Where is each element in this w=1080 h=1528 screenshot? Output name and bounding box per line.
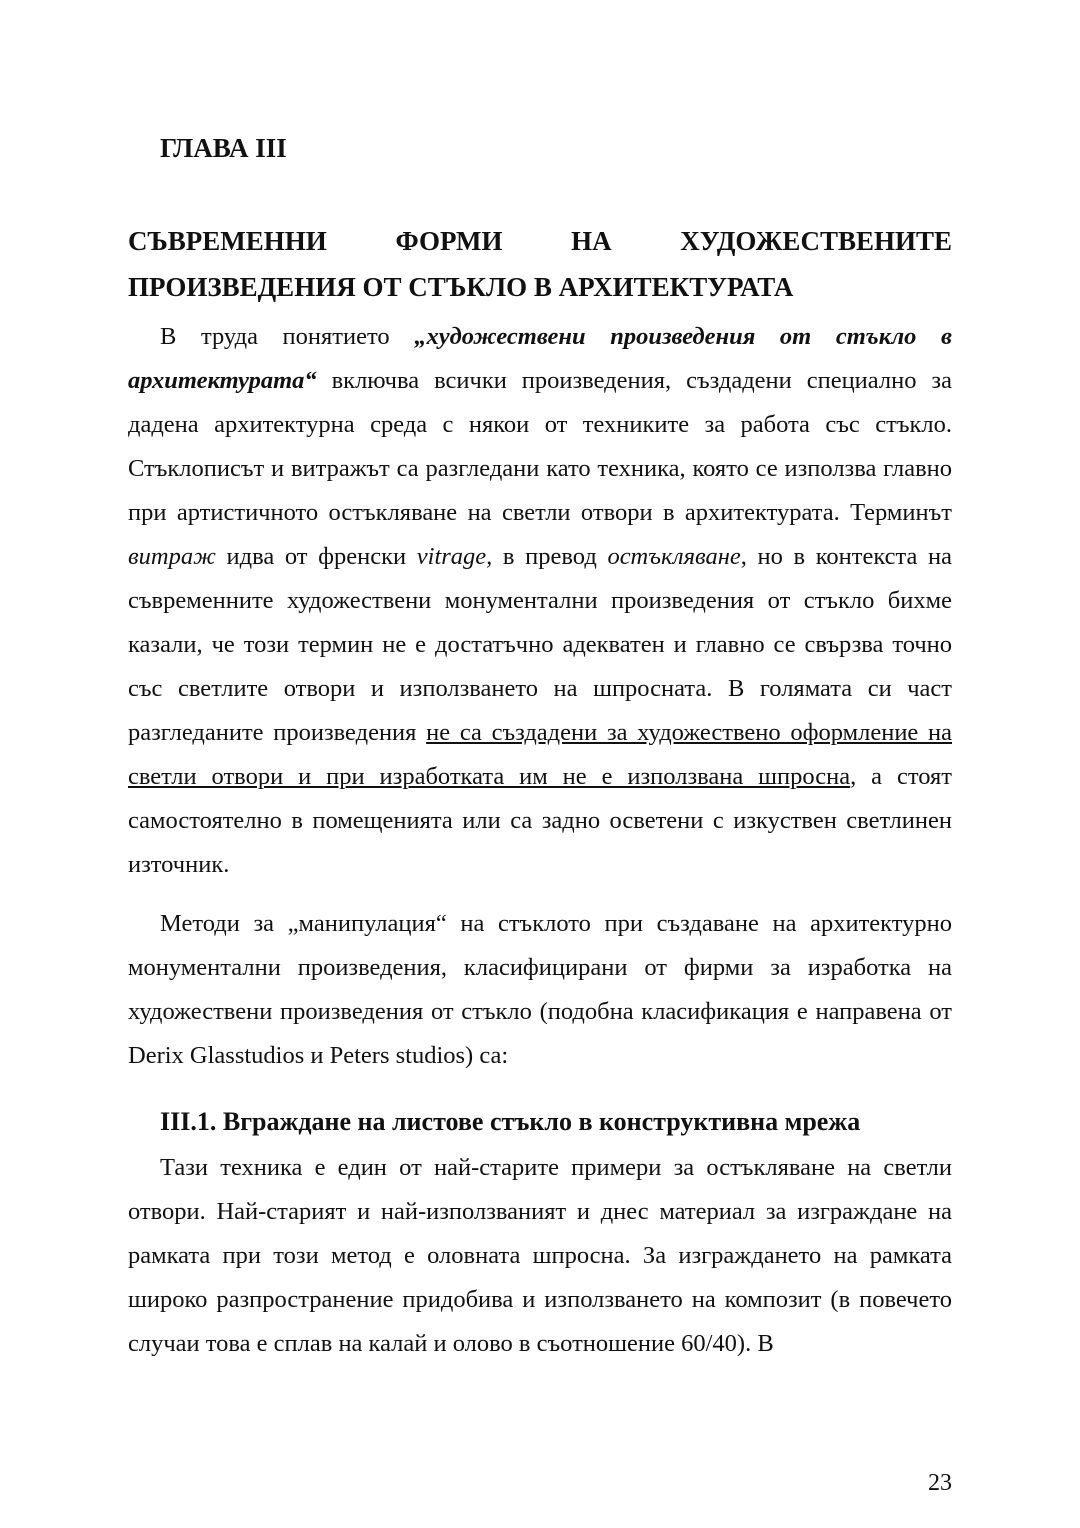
section-heading: III.1. Вграждане на листове стъкло в конструктивна мрежа (160, 1107, 861, 1136)
intro-text-3: идва от френски (215, 543, 417, 570)
section-paragraph: Тази техника е един от най-старите примери за остъкляване на светли отвори. Най-старият и най-използваният и днес материал за изграждане на рамката при този метод е оловната шпросна. За изграждането на рамката широко разпространение придобива и използването на композит (в повечето случаи това е сплав на калай и олово в съотношение 60/40). В (128, 1154, 952, 1357)
intro-text-2: включва всички произведения, създадени специално за дадена архитектурна среда с някои от техниките за работа със стъкло. Стъклописът и витражът са разгледани като техника, която се използва главно при артистичното остъкляване на светли отвори в архитектурата. Терминът (128, 367, 952, 526)
intro-term: „художествени произведения от стъкло в архитектурата“ (128, 323, 953, 394)
intro-text-1: В труда понятието (160, 323, 415, 350)
term-vitrazh: витраж (128, 543, 216, 570)
chapter-label: ГЛАВА III (160, 133, 287, 163)
term-vitrage: vitrage, (416, 543, 493, 570)
page-number: 23 (928, 1470, 952, 1496)
intro-paragraph (128, 315, 952, 887)
term-ostaklyavane: остъкляване (607, 543, 741, 570)
methods-paragraph: Методи за „манипулация“ на стъклото при създаване на архитектурно монументални произведения, класифицирани от фирми за изработка на художествени произведения от стъкло (подобна класификация е направена от Derix Glasstudios и Peters studios) са: (128, 910, 952, 1069)
intro-text-6: , а стоят самостоятелно в помещенията или са задно осветени с изкуствен светлинен източник. (128, 763, 952, 878)
intro-text-4: в превод (492, 543, 608, 570)
chapter-title: СЪВРЕМЕННИ ФОРМИ НА ХУДОЖЕСТВЕНИТЕ ПРОИЗВЕДЕНИЯ ОТ СТЪКЛО В АРХИТЕКТУРАТА (128, 226, 952, 302)
underlined-statement: не са създадени за художествено оформление на светли отвори и при изработката им не е използвана шпросна (128, 719, 952, 790)
intro-text-5: , но в контекста на съвременните художествени монументални произведения от стъкло бихме казали, че този термин не е достатъчно адекватен и главно се свързва точно със светлите отвори и използването на шпросната. В голямата си част разгледаните произведения (128, 543, 952, 746)
